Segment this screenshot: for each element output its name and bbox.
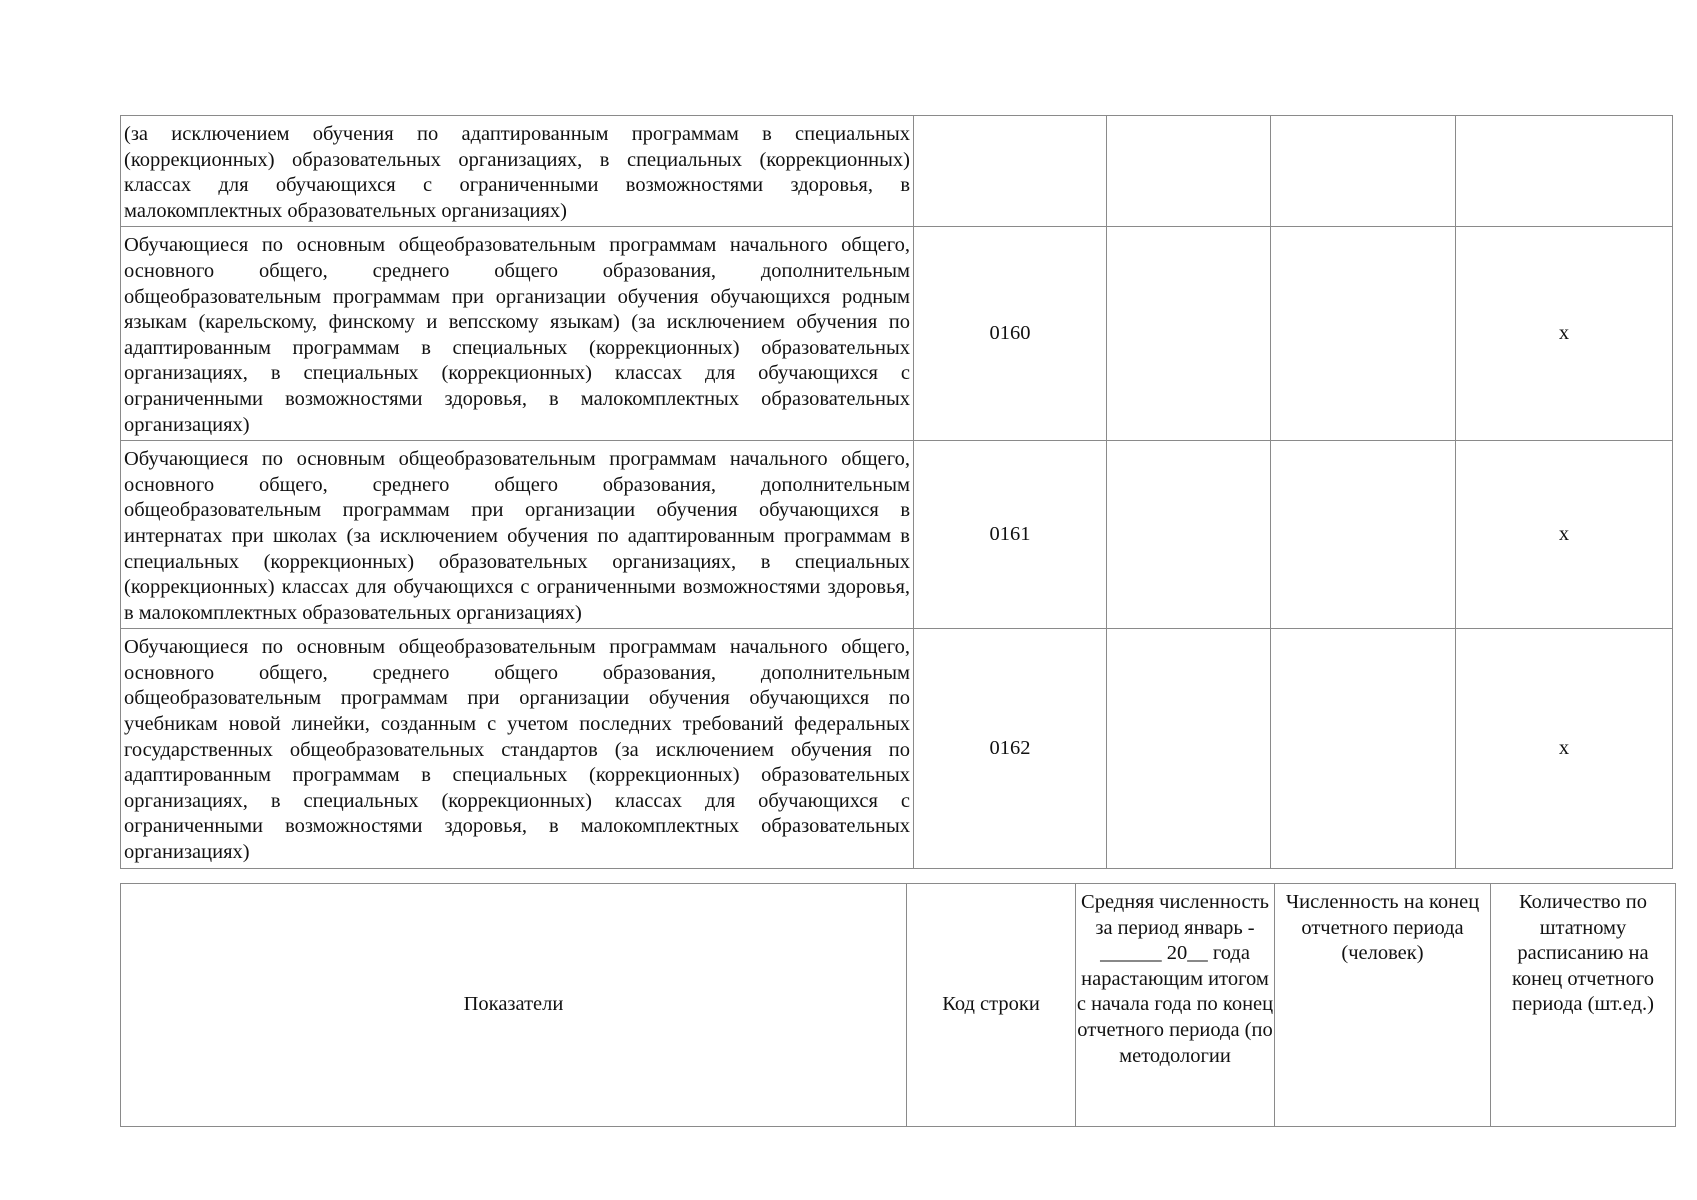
value-cell: х xyxy=(1456,227,1673,441)
value-cell: х xyxy=(1456,441,1673,629)
data-table xyxy=(120,115,1673,869)
row-code: 0160 xyxy=(914,227,1107,441)
value-cell xyxy=(1107,116,1271,227)
value-cell xyxy=(1271,227,1456,441)
table-row xyxy=(121,227,1673,441)
header-average-count xyxy=(1076,884,1275,1127)
row-code xyxy=(914,116,1107,227)
value-cell xyxy=(1271,441,1456,629)
header-row-code: Код строки xyxy=(907,884,1076,1127)
value-cell: х xyxy=(1456,629,1673,868)
header-headcount: Численность на конец отчетного периода (человек) xyxy=(1275,884,1491,1127)
header-indicators: Показатели xyxy=(121,884,907,1127)
value-cell xyxy=(1107,441,1271,629)
row-description: Обучающиеся по основным общеобразовательным программам начального общего, основного общего, среднего общего образования, дополнительным общеобразовательным программам при организации обучения обучающихся в интернатах при школах (за исключением обучения по адаптированным программам в специальных (коррекционных) образовательных организациях, в специальных (коррекционных) классах для обучающихся с ограниченными возможностями здоровья, в малокомплектных образовательных организациях) xyxy=(121,441,914,629)
value-cell xyxy=(1107,227,1271,441)
row-description: Обучающиеся по основным общеобразовательным программам начального общего, основного общего, среднего общего образования, дополнительным общеобразовательным программам при организации обучения обучающихся по учебникам новой линейки, созданным с учетом последних требований федеральных государственных общеобразовательных стандартов (за исключением обучения по адаптированным программам в специальных (коррекционных) образовательных организациях, в специальных (коррекционных) классах для обучающихся с ограниченными возможностями здоровья, в малокомплектных образовательных организациях) xyxy=(121,629,914,868)
table-row xyxy=(121,441,1673,629)
value-cell xyxy=(1271,116,1456,227)
header-row xyxy=(121,884,1676,1127)
value-cell xyxy=(1271,629,1456,868)
row-code: 0161 xyxy=(914,441,1107,629)
table-row xyxy=(121,629,1673,868)
header-average-count-text: Средняя численность за период январь - ______ 20__ года нарастающим итогом с начала года по конец отчетного периода (по методологии xyxy=(1076,891,1274,1067)
header-staff-units: Количество по штатному расписанию на конец отчетного периода (шт.ед.) xyxy=(1491,884,1676,1127)
header-table xyxy=(120,883,1676,1127)
row-description: Обучающиеся по основным общеобразовательным программам начального общего, основного общего, среднего общего образования, дополнительным общеобразовательным программам при организации обучения обучающихся родным языкам (карельскому, финскому и вепсскому языкам) (за исключением обучения по адаптированным программам в специальных (коррекционных) образовательных организациях, в специальных (коррекционных) классах для обучающихся с ограниченными возможностями здоровья, в малокомплектных образовательных организациях) xyxy=(121,227,914,441)
value-cell xyxy=(1456,116,1673,227)
value-cell xyxy=(1107,629,1271,868)
row-description: (за исключением обучения по адаптированным программам в специальных (коррекционных) образовательных организациях, в специальных (коррекционных) классах для обучающихся с ограниченными возможностями здоровья, в малокомплектных образовательных организациях) xyxy=(121,116,914,227)
row-code: 0162 xyxy=(914,629,1107,868)
table-row xyxy=(121,116,1673,227)
